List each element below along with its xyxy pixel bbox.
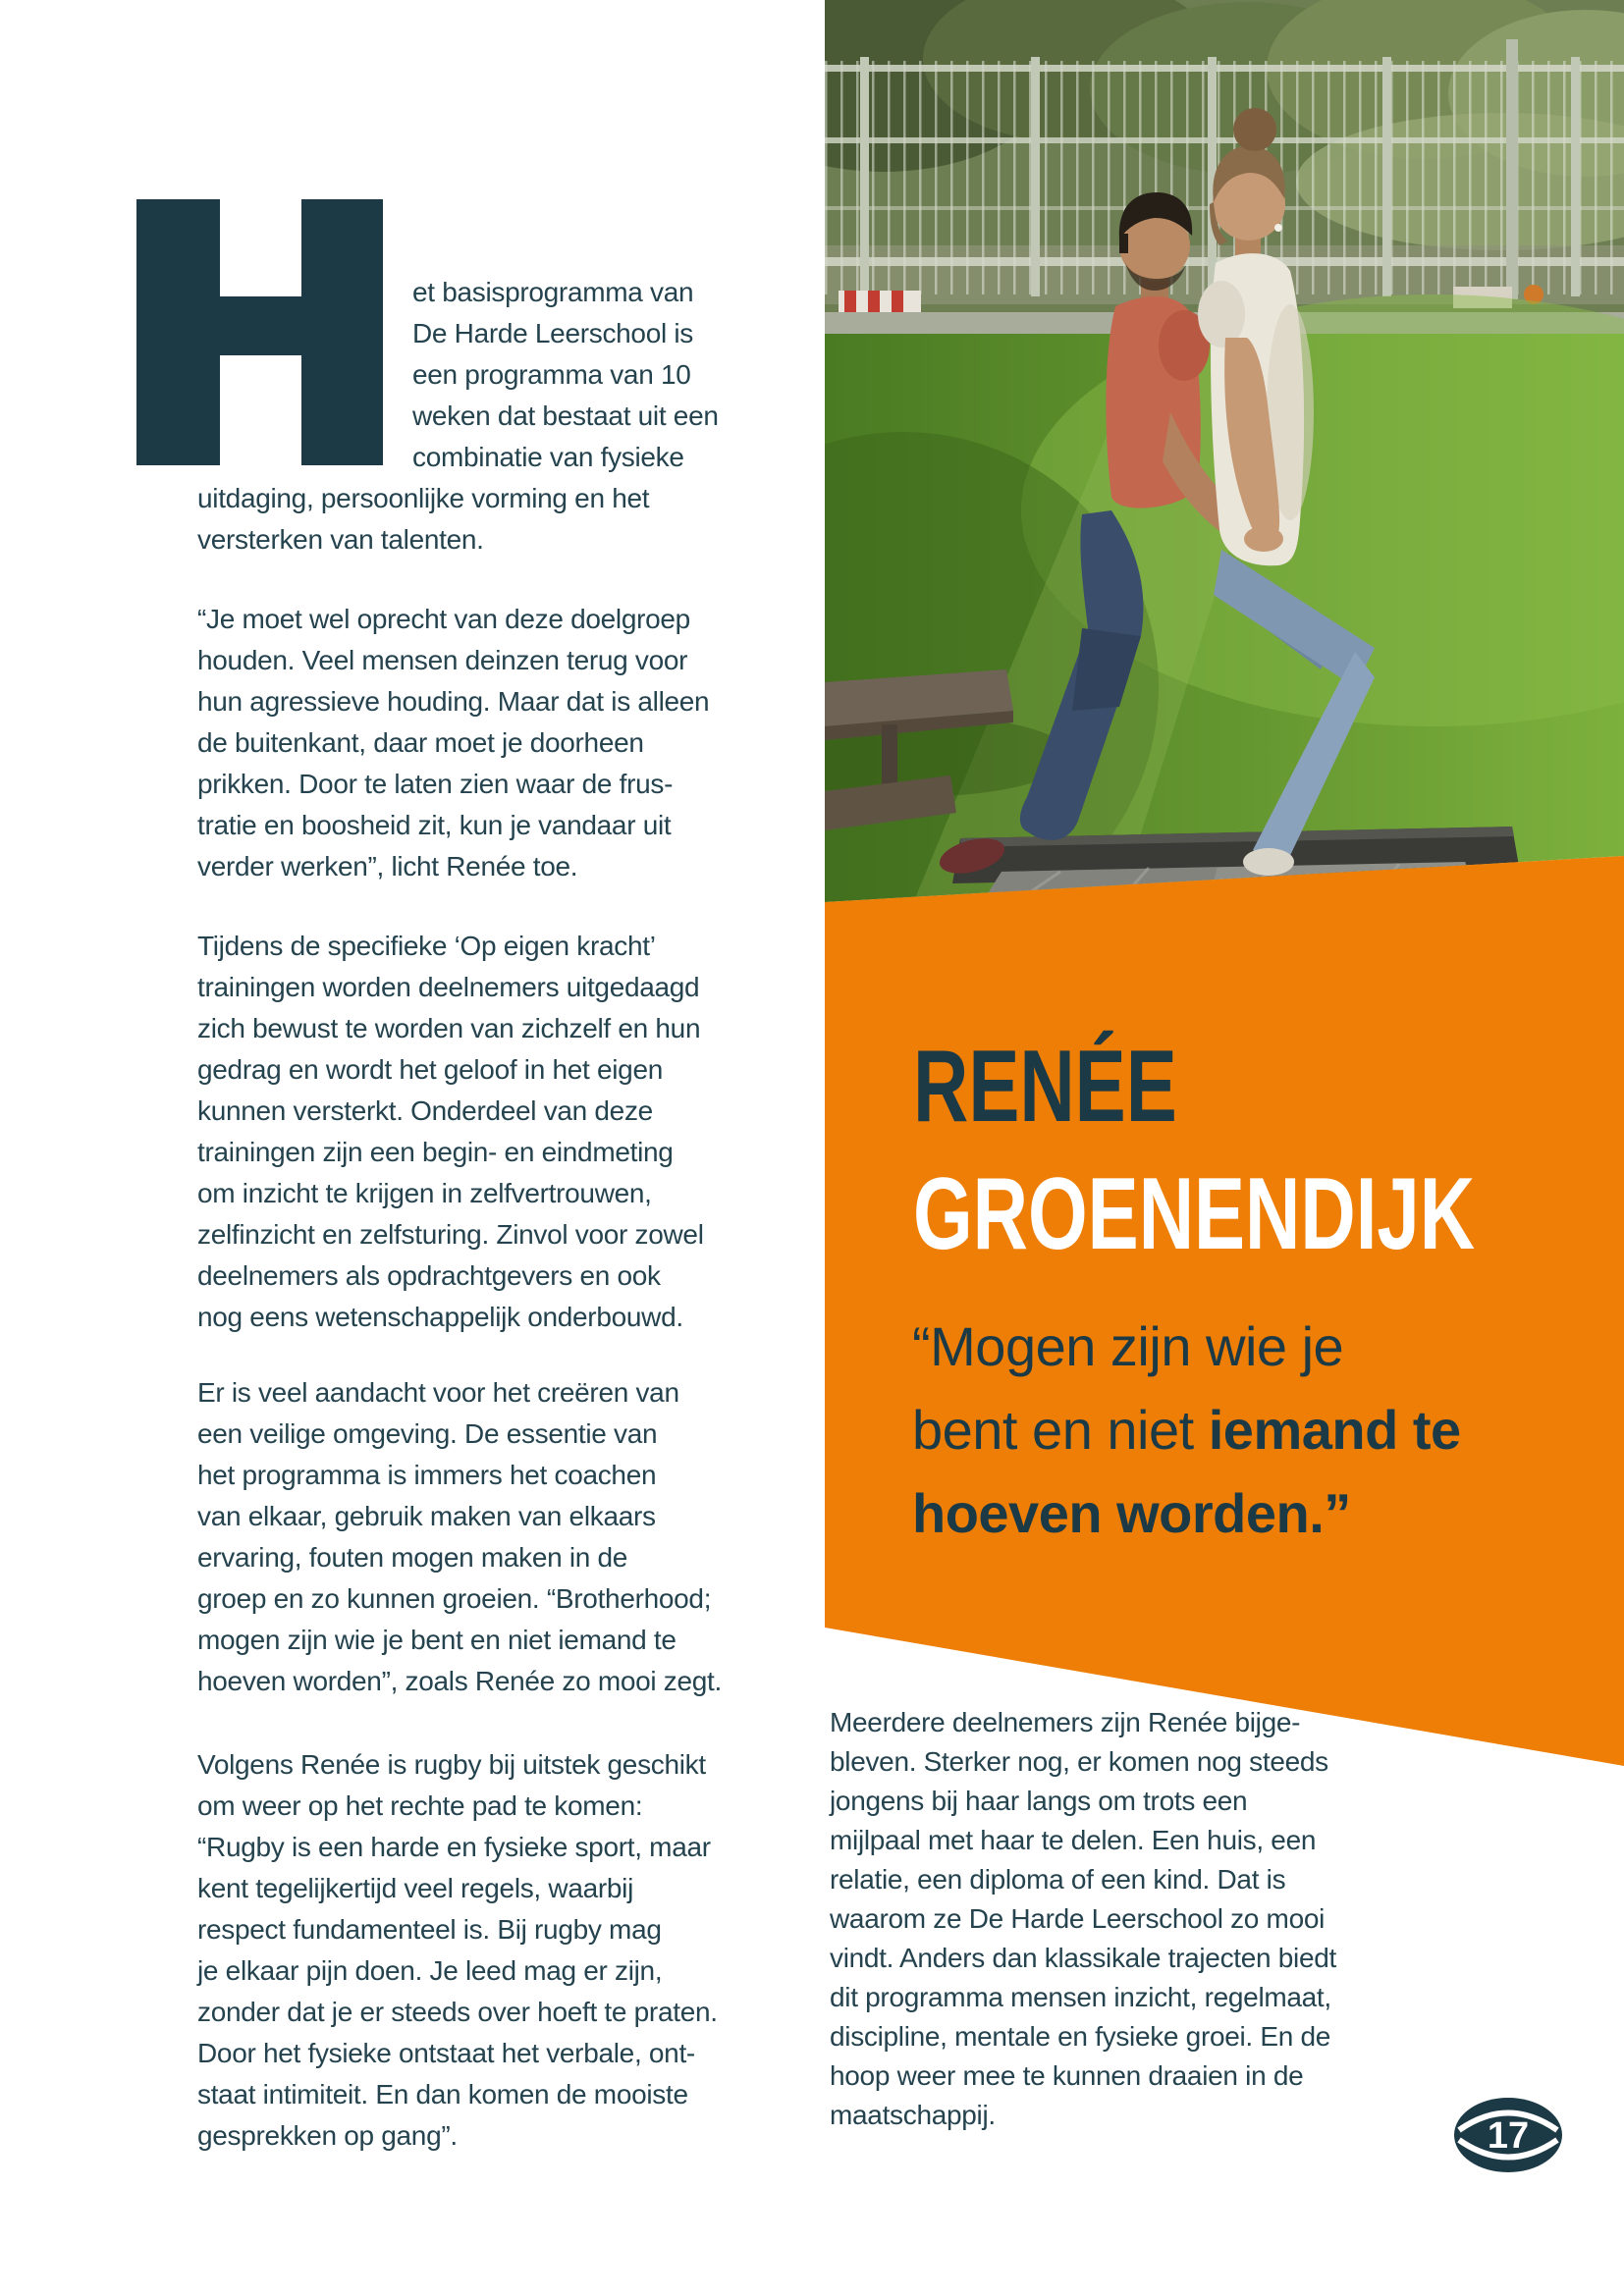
- page-number: 17: [1487, 2115, 1530, 2157]
- page-number-badge: [1451, 2094, 1565, 2176]
- intro-paragraph-beside-dropcap: et basisprogramma van De Harde Leerschool is een programma van 10 weken dat bestaat uit een combinatie van fysieke: [412, 277, 719, 472]
- feature-name-last: GROENENDIJK: [913, 1157, 1476, 1271]
- feature-block: [825, 0, 1624, 1767]
- paragraph-meerdere-deelnemers: Meerdere deelnemers zijn Renée bijge- bleven. Sterker nog, er komen nog steeds jongens bij haar langs om trots een mijlpaal met haar te delen. Een huis, een relatie, een diploma of een kind. Dat is waarom ze De Harde Leerschool zo mooi vindt. Anders dan klassikale trajecten biedt dit programma mensen inzicht, regelmaat, discipline, mentale en fysieke groei. En de hoop weer mee te kunnen draaien in de maatschappij.: [830, 1707, 1336, 2130]
- quote-text: “Mogen zijn wie je: [912, 1315, 1344, 1377]
- paragraph-quote-doelgroep: “Je moet wel oprecht van deze doelgroep houden. Veel mensen deinzen terug voor hun agressieve houding. Maar dat is alleen de buitenkant, daar moet je doorheen prikken. Door te laten zien waar de frus- tratie en boosheid zit, kun je vandaar uit verder werken”, licht Renée toe.: [197, 604, 710, 881]
- feature-quote-line: [912, 1305, 1461, 1388]
- dropcap-crossbar: [136, 296, 383, 355]
- feature-quote: [912, 1305, 1461, 1555]
- feature-quote-line: [912, 1388, 1461, 1471]
- rugby-ball-icon: [1451, 2094, 1565, 2176]
- quote-text-bold: hoeven worden.”: [912, 1482, 1351, 1544]
- feature-person-name: [913, 1023, 1475, 1278]
- dropcap-letter-h: [136, 199, 383, 465]
- paragraph-rugby: Volgens Renée is rugby bij uitstek geschikt om weer op het rechte pad te komen: “Rugby is een harde en fysieke sport, maar kent tegelijkertijd veel regels, waarbij respect fundamenteel is. Bij rugby mag je elkaar pijn doen. Je leed mag er zijn, zonder dat je er steeds over hoeft te praten. Door het fysieke ontstaat het verbale, ont- staat intimiteit. En dan komen de mooiste gesprekken op gang”.: [197, 1749, 718, 2151]
- quote-text: bent en niet: [912, 1399, 1209, 1461]
- feature-name-first: RENÉE: [913, 1030, 1177, 1144]
- intro-paragraph-full-width: uitdaging, persoonlijke vorming en het versterken van talenten.: [197, 483, 650, 555]
- paragraph-trainingen: Tijdens de specifieke ‘Op eigen kracht’ trainingen worden deelnemers uitgedaagd zich bewust te worden van zichzelf en hun gedrag en wordt het geloof in het eigen kunnen versterkt. Onderdeel van deze trainingen zijn een begin- en eindmeting om inzicht te krijgen in zelfvertrouwen, zelfinzicht en zelfsturing. Zinvol voor zowel deelnemers als opdrachtgevers en ook nog eens wetenschappelijk onderbouwd.: [197, 931, 704, 1332]
- paragraph-veilige-omgeving: Er is veel aandacht voor het creëren van een veilige omgeving. De essentie van het programma is immers het coachen van elkaar, gebruik maken van elkaars ervaring, fouten mogen maken in de groep en zo kunnen groeien. “Brotherhood; mogen zijn wie je bent en niet iemand te hoeven worden”, zoals Renée zo mooi zegt.: [197, 1377, 723, 1696]
- feature-quote-line: [912, 1471, 1461, 1555]
- quote-text-bold: iemand te: [1208, 1399, 1461, 1461]
